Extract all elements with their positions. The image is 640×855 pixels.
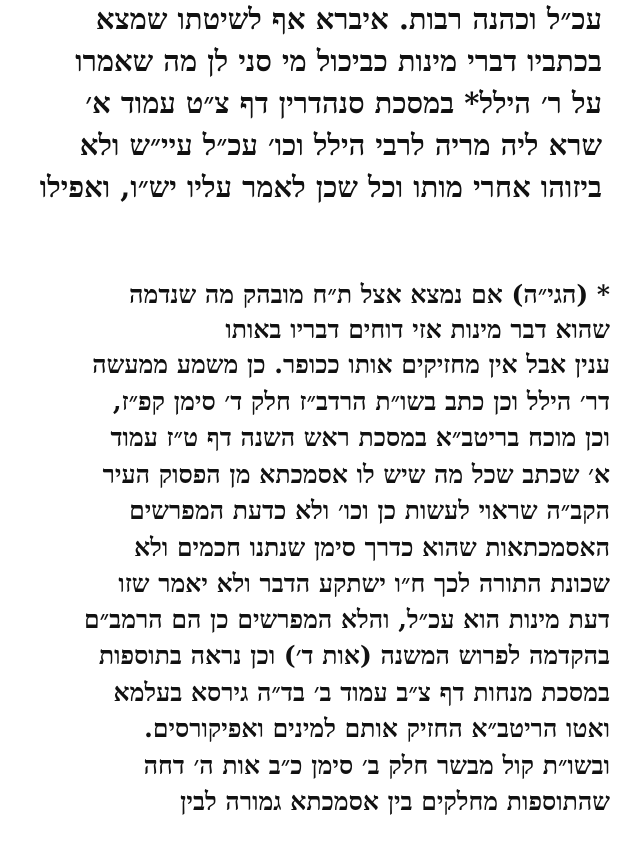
main-text-line: על ר׳ הילל* במסכת סנהדרין דף צ״ט עמוד א׳ [85, 86, 602, 120]
main-text-line: עכ״ל וכהנה רבות. איברא אף לשיטתו שמצא [95, 2, 602, 36]
main-text-line: בכתביו דברי מינות כביכול מי סני לן מה שאמרו [75, 44, 602, 78]
footnote-line: שכונת התורה לכך ח״ו ישתקע הדבר ולא יאמר שזו [118, 569, 610, 598]
footnote-line: ואטו הריטב״א החזיק אותם למינים ואפיקורסים. [144, 714, 610, 743]
footnote-line: דעת מינות הוא עכ״ל, והלא המפרשים כן הם הרמב״ם [84, 605, 610, 634]
main-text-line: ביזוהו אחרי מותו וכל שכן לאמר עליו יש״ו, ואפילו [39, 170, 602, 204]
main-text-line: שרא ליה מריה לרבי הילל וכו׳ עכ״ל עיי״ש ולא [79, 128, 602, 162]
footnote-line: א׳ שכתב שכל מה שיש לו אסמכתא מן הפסוק העיר [102, 460, 610, 489]
footnote-line: ענין אבל אין מחזיקים אותו ככופר. כן משמע ממעשה [92, 350, 610, 379]
footnote-line: בהקדמה לפרוש המשנה (אות ד׳) וכן נראה בתוספות [98, 641, 610, 670]
footnote-line: * (הגי״ה) אם נמצא אצל ת״ח מובהק מה שנדמה [129, 280, 610, 309]
footnote-line: הקב״ה שראוי לעשות כן וכו׳ ולא כדעת המפרשים [129, 496, 610, 525]
footnote-line: ובשו״ת קול מבשר חלק ב׳ סימן כ״ב אות ה׳ דחה [143, 751, 610, 780]
footnote-line: במסכת מנחות דף צ״ב עמוד ב׳ בד״ה גירסא בעלמא [113, 678, 610, 707]
footnote-line: שהוא דבר מינות אזי דוחים דבריו באותו [225, 315, 610, 344]
footnote-line: האסמכתאות שהוא כדרך סימן שנתנו חכמים ולא [134, 533, 610, 562]
footnote-line: דר׳ הילל וכן כתב בשו״ת הרדב״ז חלק ד׳ סימן קפ״ז, [112, 387, 610, 416]
footnote-line: וכן מוכח בריטב״א במסכת ראש השנה דף ט״ז עמוד [110, 423, 610, 452]
footnote-line: שהתוספות מחלקים בין אסמכתא גמורה לבין [180, 787, 610, 816]
